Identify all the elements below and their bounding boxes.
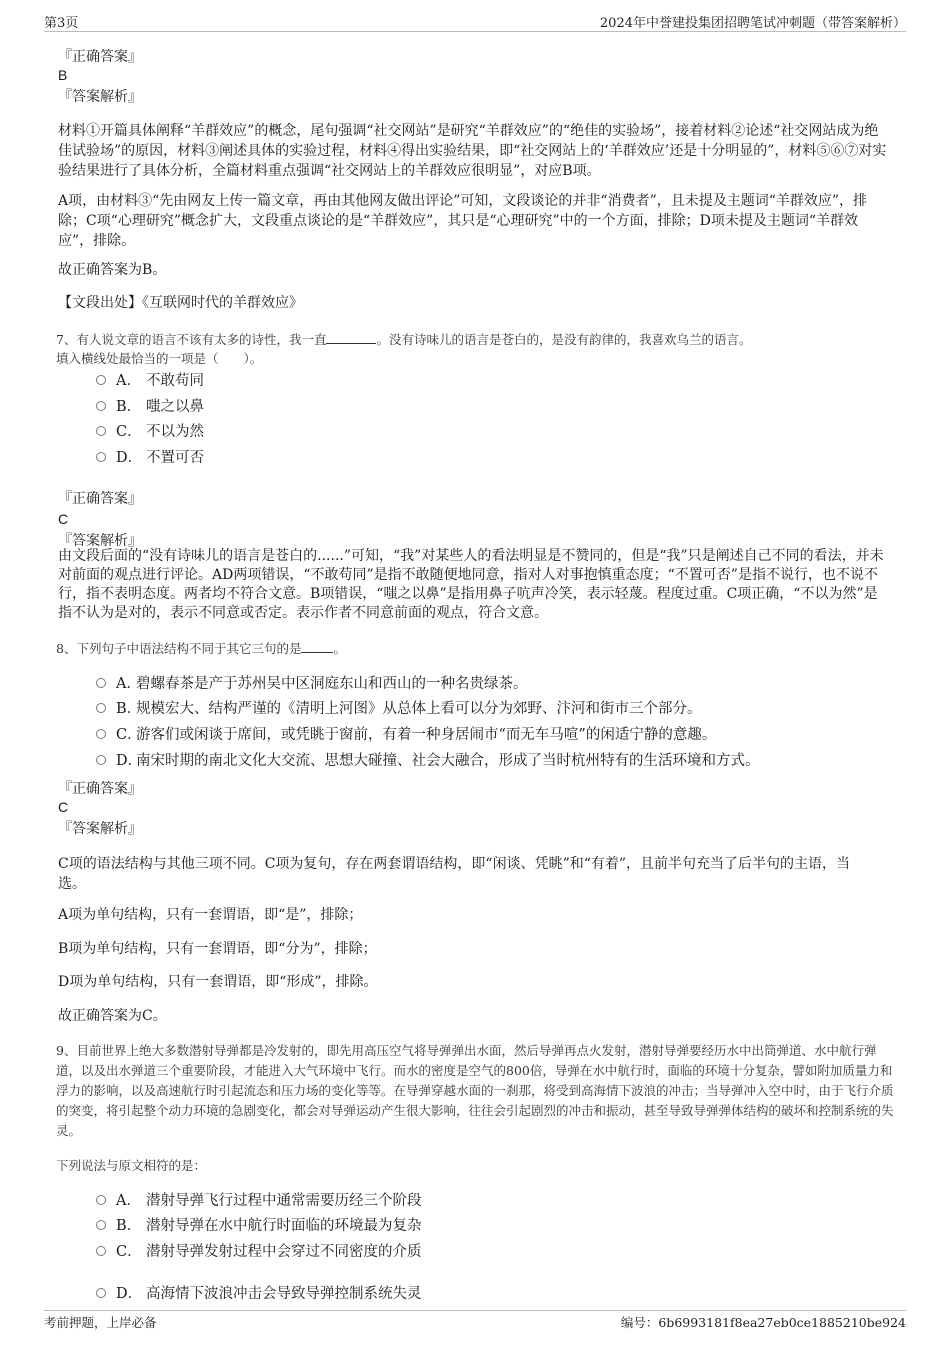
radio-icon[interactable] [96,401,106,411]
q8-conclusion: 故正确答案为C。 [58,1008,167,1024]
q9-option-d[interactable]: D． 高海情下波浪冲击会导致导弹控制系统失灵 [96,1284,422,1304]
radio-icon[interactable] [96,1195,106,1205]
radio-icon[interactable] [96,1288,106,1298]
q7-option-d[interactable]: D． 不置可否 [96,448,204,468]
q8-stem: 8、下列句子中语法结构不同于其它三句的是 。 [56,641,346,656]
q8-option-c[interactable]: C．游客们或闲谈于席间，或凭眺于窗前，有着一种身居闹市“而无车马喧”的闲适宁静的意趣。 [96,725,716,745]
q9-stem: 9、目前世界上绝大多数潜射导弹都是冷发射的，即先用高压空气将导弹弹出水面，然后导弹再点火发射，潜射导弹要经历水中出筒弹道、水中航行弹道，以及出水弹道三个重要阶段，才能进入大气环境中飞行。而水的密度是空气的800倍，导弹在水中航行时，面临的环境十分复杂，譬如附加质量力和浮力的影响，以及高速航行时引起流态和压力场的变化等等。在导弹穿越水面的一刹那，将受到高海情下波浪的冲击；当导弹冲入空中时，由于飞行介质的突变，将引起整个动力环境的急剧变化，都会对导弹运动产生很大影响，往往会引起剧烈的冲击和振动，甚至导致导弹弹体结构的破坏和控制系统的失灵。 [56,1043,894,1138]
radio-icon[interactable] [96,755,106,765]
q8-analysis-paragraph: C项的语法结构与其他三项不同。C项为复句，存在两套谓语结构，即“闲谈、凭眺”和“有着”，且前半句充当了后半句的主语，当选。 [58,856,851,892]
q8-option-d[interactable]: D．南宋时期的南北文化大交流、思想大碰撞、社会大融合，形成了当时杭州特有的生活环境和方式。 [96,751,760,771]
q7-answer-label: 『正确答案』 [58,491,142,507]
q8-analysis-label: 『答案解析』 [58,821,142,837]
q7-stem: 7、有人说文章的语言不该有太多的诗性，我一直 。没有诗味儿的语言是苍白的，是没有韵律的，我喜欢乌兰的语言。 [56,332,752,347]
footer-slogan: 考前押题，上岸必备 [44,1315,157,1330]
q8-analysis-paragraph: A项为单句结构，只有一套谓语，即“是”，排除； [58,907,363,923]
radio-icon[interactable] [96,1246,106,1256]
q6-source: 【文段出处】《互联网时代的羊群效应》 [58,295,303,311]
q6-analysis-label: 『答案解析』 [58,89,142,105]
q8-analysis-paragraph: D项为单句结构，只有一套谓语，即“形成”，排除。 [58,974,378,990]
q6-analysis-paragraph: 材料①开篇具体阐释“羊群效应”的概念，尾句强调“社交网站”是研究“羊群效应”的“绝佳的实验场”，接着材料②论述“社交网站成为绝佳试验场”的原因，材料③阐述具体的实验过程，材料④得出实验结果，即“社交网站上的‘羊群效应’还是十分明显的”，材料⑤⑥⑦对实验结果进行了具体分析，全篇材料重点强调“社交网站上的羊群效应很明显”，对应B项。 [58,123,887,179]
page-number: 第3页 [44,16,79,31]
radio-icon[interactable] [96,703,106,713]
q8-option-b[interactable]: B．规模宏大、结构严谨的《清明上河图》从总体上看可以分为郊野、汴河和街市三个部分。 [96,699,702,719]
q9-option-b[interactable]: B． 潜射导弹在水中航行时面临的环境最为复杂 [96,1216,422,1236]
q9-option-a[interactable]: A． 潜射导弹飞行过程中通常需要历经三个阶段 [96,1191,422,1211]
page-footer [44,1313,906,1331]
q7-analysis: 由文段后面的“没有诗味儿的语言是苍白的......”可知，“我”对某些人的看法明显是不赞同的，但是“我”只是阐述自己不同的看法，并未对前面的观点进行评论。AD两项错误，“不敢苟同”是指不敢随便地同意，指对人对事抱慎重态度；“不置可否”是指不说行，也不说不行，指不表明态度。两者均不符合文意。B项错误，“嗤之以鼻”是指用鼻子吭声冷笑，表示轻蔑。程度过重。C项正确，“不以为然”是指不认为是对的，表示不同意或否定。表示作者不同意前面的观点，符合文意。 [58,548,884,621]
q6-answer-label: 『正确答案』 [58,49,142,65]
radio-icon[interactable] [96,729,106,739]
radio-icon[interactable] [96,678,106,688]
radio-icon[interactable] [96,426,106,436]
q7-prompt: 填入横线处最恰当的一项是（ ）。 [56,351,263,366]
header-divider [44,31,906,32]
q8-analysis-paragraph: B项为单句结构，只有一套谓语，即“分为”，排除； [58,941,377,957]
footer-divider [44,1310,906,1311]
q6-conclusion: 故正确答案为B。 [58,262,167,278]
q6-analysis-paragraph: A项，由材料③“先由网友上传一篇文章，再由其他网友做出评论”可知，文段谈论的并非“消费者”，且未提及主题词“羊群效应”，排除；C项“心理研究”概念扩大，文段重点谈论的是“羊群效应”，其只是“心理研究”中的一个方面，排除；D项未提及主题词“羊群效应”，排除。 [58,193,868,249]
q9-prompt: 下列说法与原文相符的是： [56,1158,207,1173]
radio-icon[interactable] [96,1220,106,1230]
q9-option-c[interactable]: C． 潜射导弹发射过程中会穿过不同密度的介质 [96,1242,422,1262]
document-id: 编号：6b6993181f8ea27eb0ce1885210be924 [620,1315,906,1330]
q7-answer: C [58,511,69,527]
fill-blank [326,331,376,344]
q8-answer: C [58,799,69,815]
q7-option-b[interactable]: B． 嗤之以鼻 [96,397,204,417]
radio-icon[interactable] [96,452,106,462]
page-header [44,12,906,32]
radio-icon[interactable] [96,375,106,385]
q7-option-c[interactable]: C． 不以为然 [96,422,204,442]
q7-option-a[interactable]: A． 不敢苟同 [96,371,204,391]
q6-answer: B [58,67,68,83]
q7-analysis-label: 『答案解析』 [58,533,142,549]
fill-blank [301,640,333,653]
q8-option-a[interactable]: A．碧螺春茶是产于苏州吴中区洞庭东山和西山的一种名贵绿茶。 [96,674,528,694]
document-title: 2024年中誉建投集团招聘笔试冲刺题（带答案解析） [599,16,906,31]
q8-answer-label: 『正确答案』 [58,781,142,797]
